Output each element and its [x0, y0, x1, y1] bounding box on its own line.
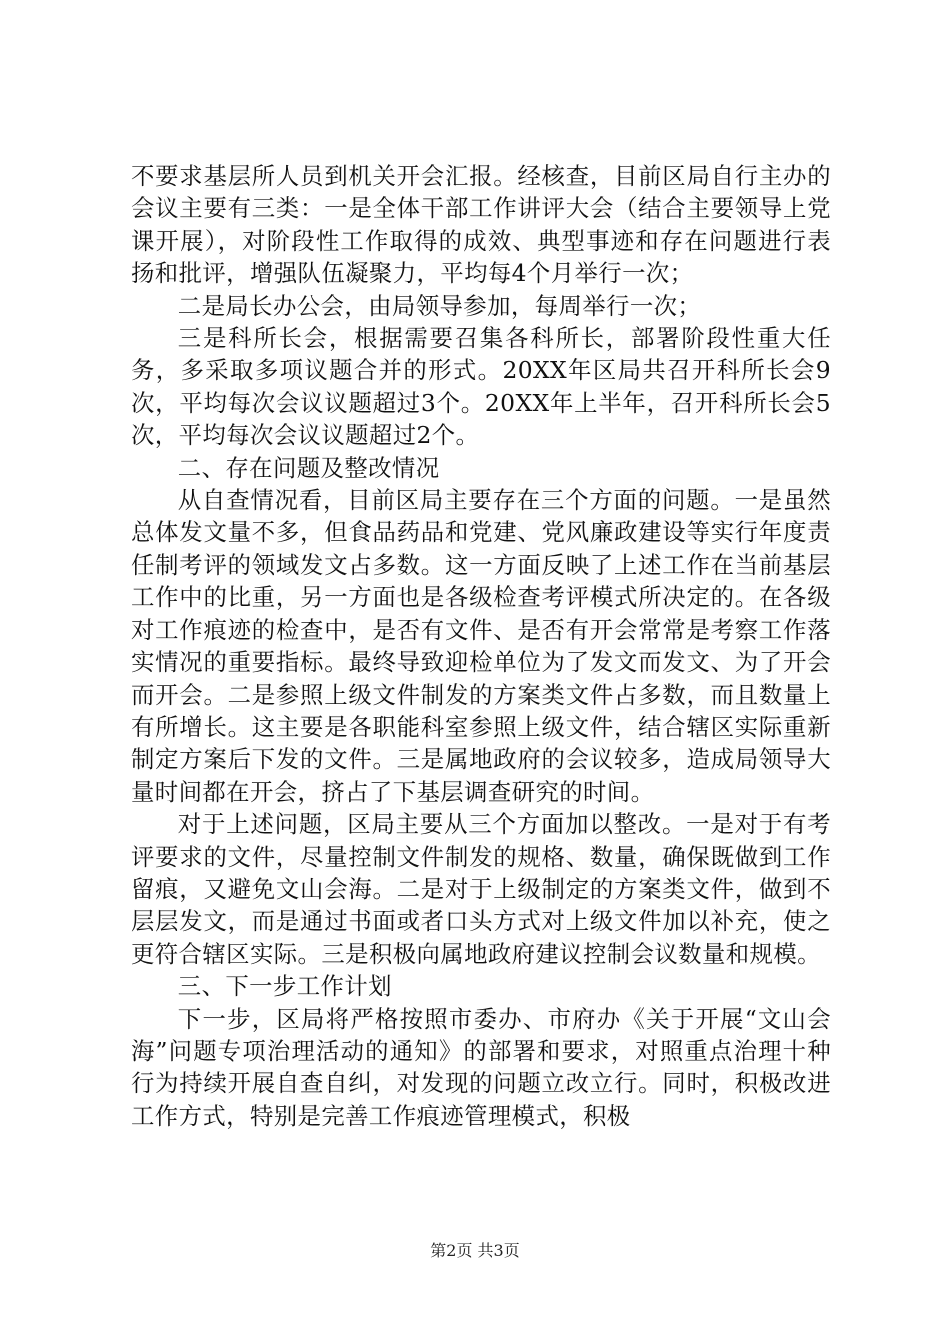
paragraph-director-meeting: 二是局长办公会，由局领导参加，每周举行一次； — [177, 291, 702, 320]
paragraph-section-chief-meeting: 三是科所长会，根据需要召集各科所长，部署阶段性重大任务，多采取多项议题合并的形式。20XX年区局共召开科所长会9次，平均每次会议议题超过3个。20XX年上半年，召开科所长会5次，平均每次会议议题超过2个。 — [131, 324, 831, 450]
paragraph-next-steps: 下一步，区局将严格按照市委办、市府办《关于开展“文山会海”问题专项治理活动的通知》的部署和要求，对照重点治理十种行为持续开展自查自纠，对发现的问题立改立行。同时，积极改进工作方式，特别是完善工作痕迹管理模式，积极 — [131, 1004, 831, 1130]
paragraph-rectification: 对于上述问题，区局主要从三个方面加以整改。一是对于有考评要求的文件，尽量控制文件制发的规格、数量，确保既做到工作留痕，又避免文山会海。二是对于上级制定的方案类文件，做到不层层发文，而是通过书面或者口头方式对上级文件加以补充，使之更符合辖区实际。三是积极向属地政府建议控制会议数量和规模。 — [131, 810, 831, 968]
paragraph-problems: 从自查情况看，目前区局主要存在三个方面的问题。一是虽然总体发文量不多，但食品药品和党建、党风廉政建设等实行年度责任制考评的领域发文占多数。这一方面反映了上述工作在当前基层工作中的比重，另一方面也是各级检查考评模式所决定的。在各级对工作痕迹的检查中，是否有文件、是否有开会常常是考察工作落实情况的重要指标。最终导致迎检单位为了发文而发文、为了开会而开会。二是参照上级文件制发的方案类文件占多数，而且数量上有所增长。这主要是各职能科室参照上级文件，结合辖区实际重新制定方案后下发的文件。三是属地政府的会议较多，造成局领导大量时间都在开会，挤占了下基层调查研究的时间。 — [131, 486, 831, 806]
section-heading-next-steps: 三、下一步工作计划 — [177, 972, 392, 1001]
document-body — [131, 160, 831, 1132]
page-number-footer: 第2页 共3页 — [430, 1241, 520, 1260]
section-heading-problems: 二、存在问题及整改情况 — [177, 453, 440, 482]
paragraph-meetings-overview: 不要求基层所人员到机关开会汇报。经核查，目前区局自行主办的会议主要有三类：一是全体干部工作讲评大会（结合主要领导上党课开展），对阶段性工作取得的成效、典型事迹和存在问题进行表扬和批评，增强队伍凝聚力，平均每4个月举行一次； — [131, 162, 831, 288]
